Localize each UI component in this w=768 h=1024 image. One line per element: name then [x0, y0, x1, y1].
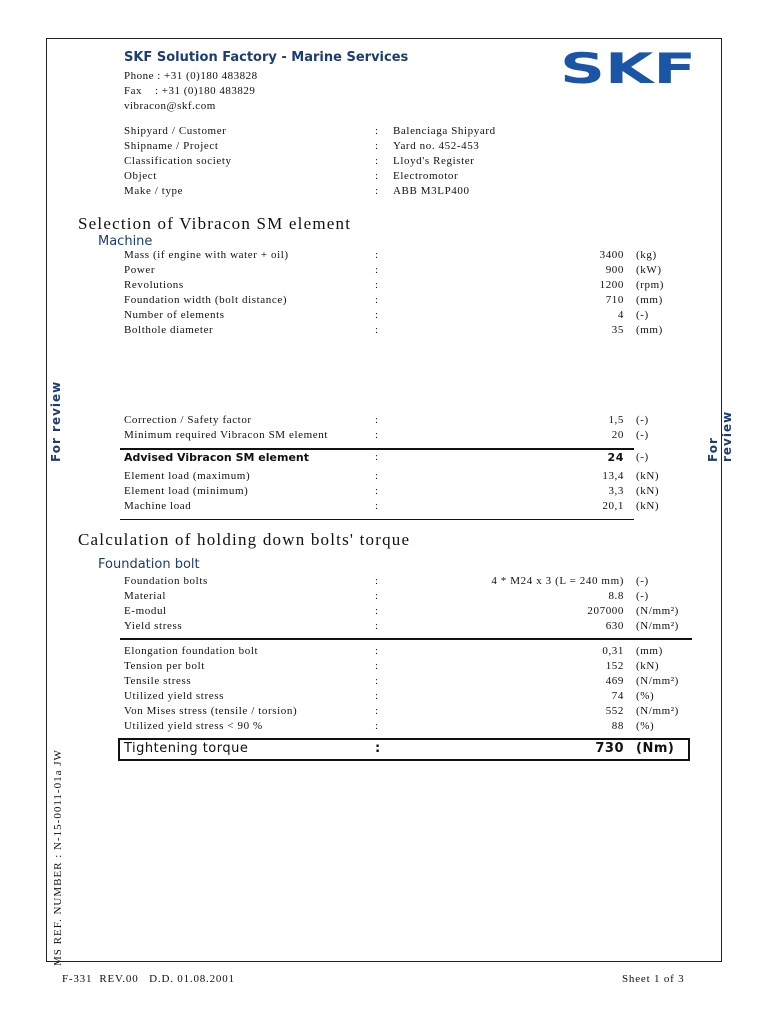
- row-value: 152: [605, 660, 624, 672]
- colon: :: [375, 429, 379, 441]
- colon: :: [375, 324, 379, 336]
- torque-label: Tightening torque: [124, 741, 249, 756]
- row-label: Von Mises stress (tensile / torsion): [124, 705, 298, 717]
- colon: :: [375, 264, 379, 276]
- row-unit: (kN): [636, 660, 660, 672]
- row-label: E-modul: [124, 605, 167, 617]
- row-unit: (N/mm²): [636, 705, 679, 717]
- row-unit: (%): [636, 690, 655, 702]
- colon: :: [375, 645, 379, 657]
- row-unit: (-): [636, 590, 649, 602]
- row-unit: (kW): [636, 264, 662, 276]
- row-value: 20: [611, 429, 624, 441]
- row-unit: (%): [636, 720, 655, 732]
- row-value: 35: [611, 324, 624, 336]
- phone-number: Phone : +31 (0)180 483828: [124, 70, 258, 82]
- row-unit: (N/mm²): [636, 675, 679, 687]
- row-label: Foundation bolts: [124, 575, 208, 587]
- logo-text: SKF: [560, 50, 696, 86]
- ms-reference-number: MS REF. NUMBER : N-15-0011-01a JW: [52, 749, 64, 966]
- row-label: Tensile stress: [124, 675, 192, 687]
- calculation-title: Calculation of holding down bolts' torque: [78, 530, 411, 549]
- colon: :: [375, 690, 379, 702]
- row-value: 20,1: [602, 500, 624, 512]
- for-review-left: For review: [49, 380, 63, 462]
- colon: :: [375, 590, 379, 602]
- row-label: Material: [124, 590, 167, 602]
- row-unit: (mm): [636, 294, 663, 306]
- row-value: 207000: [587, 605, 624, 617]
- row-unit: (kN): [636, 500, 660, 512]
- row-label: Element load (maximum): [124, 470, 251, 482]
- colon: :: [375, 309, 379, 321]
- colon: :: [375, 741, 381, 756]
- row-value: Yard no. 452-453: [393, 140, 480, 152]
- skf-logo: [560, 50, 698, 91]
- row-unit: (kN): [636, 485, 660, 497]
- row-label: Tension per bolt: [124, 660, 205, 672]
- colon: :: [375, 620, 379, 632]
- colon: :: [375, 170, 379, 182]
- colon: :: [375, 705, 379, 717]
- row-label: Shipname / Project: [124, 140, 219, 152]
- colon: :: [375, 451, 379, 463]
- email-address: vibracon@skf.com: [124, 100, 216, 112]
- row-label: Mass (if engine with water + oil): [124, 249, 289, 261]
- row-value: 0,31: [602, 645, 624, 657]
- advised-label: Advised Vibracon SM element: [124, 451, 309, 464]
- row-value: 710: [605, 294, 624, 306]
- row-label: Yield stress: [124, 620, 183, 632]
- row-unit: (-): [636, 429, 649, 441]
- row-unit: (-): [636, 309, 649, 321]
- row-label: Utilized yield stress: [124, 690, 224, 702]
- row-value: 88: [611, 720, 624, 732]
- row-value: 3,3: [608, 485, 624, 497]
- colon: :: [375, 125, 379, 137]
- row-label: Object: [124, 170, 157, 182]
- company-name: SKF Solution Factory - Marine Services: [124, 50, 409, 65]
- row-label: Make / type: [124, 185, 184, 197]
- row-label: Element load (minimum): [124, 485, 249, 497]
- colon: :: [375, 675, 379, 687]
- colon: :: [375, 155, 379, 167]
- row-unit: (mm): [636, 645, 663, 657]
- bolt-subtitle: Foundation bolt: [98, 557, 200, 572]
- row-value: Balenciaga Shipyard: [393, 125, 496, 137]
- row-unit: (kg): [636, 249, 657, 261]
- colon: :: [375, 470, 379, 482]
- row-label: Classification society: [124, 155, 232, 167]
- divider: [120, 638, 692, 640]
- sheet-number: Sheet 1 of 3: [622, 973, 685, 985]
- row-unit: (rpm): [636, 279, 665, 291]
- colon: :: [375, 720, 379, 732]
- row-value: Lloyd's Register: [393, 155, 475, 167]
- colon: :: [375, 605, 379, 617]
- row-label: Minimum required Vibracon SM element: [124, 429, 329, 441]
- colon: :: [375, 294, 379, 306]
- row-unit: (N/mm²): [636, 620, 679, 632]
- machine-subtitle: Machine: [98, 234, 153, 249]
- advised-unit: (-): [636, 451, 649, 463]
- colon: :: [375, 140, 379, 152]
- torque-unit: (Nm): [636, 741, 675, 756]
- row-value: 900: [605, 264, 624, 276]
- row-value: 630: [605, 620, 624, 632]
- row-unit: (N/mm²): [636, 605, 679, 617]
- colon: :: [375, 249, 379, 261]
- colon: :: [375, 279, 379, 291]
- form-revision: F-331 REV.00 D.D. 01.08.2001: [62, 973, 235, 985]
- row-label: Power: [124, 264, 156, 276]
- row-value: 1,5: [608, 414, 624, 426]
- row-value: 74: [611, 690, 624, 702]
- row-value: 4: [617, 309, 624, 321]
- row-label: Shipyard / Customer: [124, 125, 227, 137]
- row-unit: (-): [636, 575, 649, 587]
- for-review-right: For review: [706, 410, 734, 462]
- row-label: Number of elements: [124, 309, 225, 321]
- row-unit: (kN): [636, 470, 660, 482]
- row-value: 552: [605, 705, 624, 717]
- row-label: Utilized yield stress < 90 %: [124, 720, 263, 732]
- divider: [120, 519, 634, 520]
- torque-value: 730: [595, 741, 624, 756]
- row-label: Correction / Safety factor: [124, 414, 252, 426]
- colon: :: [375, 414, 379, 426]
- colon: :: [375, 485, 379, 497]
- fax-number: Fax : +31 (0)180 483829: [124, 85, 256, 97]
- colon: :: [375, 185, 379, 197]
- row-label: Revolutions: [124, 279, 184, 291]
- colon: :: [375, 660, 379, 672]
- row-value: 469: [605, 675, 624, 687]
- row-value: 8.8: [608, 590, 624, 602]
- row-value: 1200: [599, 279, 624, 291]
- row-value: 3400: [599, 249, 624, 261]
- row-label: Machine load: [124, 500, 192, 512]
- row-unit: (-): [636, 414, 649, 426]
- divider: [120, 448, 634, 450]
- row-unit: (mm): [636, 324, 663, 336]
- selection-title: Selection of Vibracon SM element: [78, 214, 352, 233]
- row-value: 4 * M24 x 3 (L = 240 mm): [491, 575, 624, 587]
- colon: :: [375, 500, 379, 512]
- row-label: Elongation foundation bolt: [124, 645, 259, 657]
- row-label: Foundation width (bolt distance): [124, 294, 288, 306]
- colon: :: [375, 575, 379, 587]
- advised-value: 24: [607, 451, 624, 464]
- row-value: Electromotor: [393, 170, 459, 182]
- row-label: Bolthole diameter: [124, 324, 214, 336]
- row-value: ABB M3LP400: [393, 185, 470, 197]
- row-value: 13,4: [602, 470, 624, 482]
